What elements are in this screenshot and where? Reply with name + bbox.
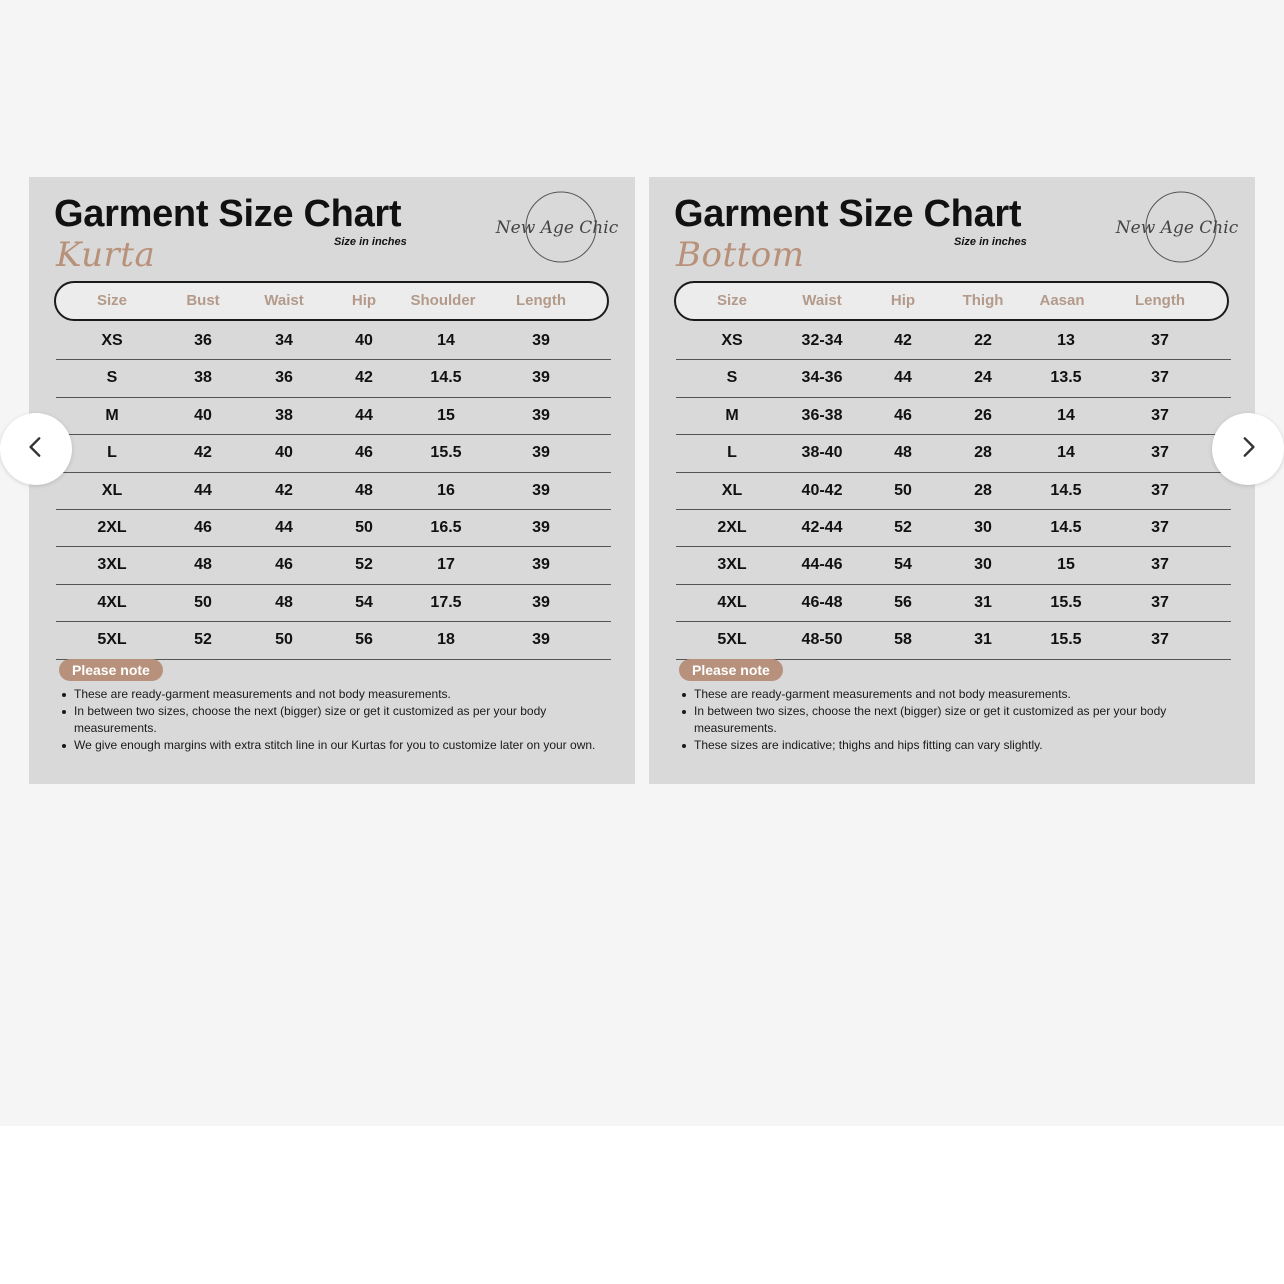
measurement-cell: 32-34 [801,332,843,349]
table-row [56,473,611,510]
note-item: In between two sizes, choose the next (bigger) size or get it customized as per your body measurements. [74,703,629,737]
measurement-cell: 16 [437,481,455,499]
measurement-cell: 38 [275,406,293,424]
table-row [676,360,1231,397]
measurement-cell: 31 [974,631,992,649]
measurement-cell: 42 [275,481,293,499]
measurement-cell: 40 [194,406,212,424]
measurement-cell: 44 [194,481,212,499]
chart-title: Garment Size Chart [674,193,1022,235]
measurement-cell: 42 [355,369,373,387]
size-label-cell: XS [721,332,743,349]
table-row [56,585,611,622]
table-row [676,473,1231,510]
size-table-body [676,323,1231,660]
table-header [674,281,1229,321]
table-row [676,323,1231,360]
measurement-cell: 15.5 [430,444,462,462]
size-label-cell: XS [101,332,123,349]
measurement-cell: 31 [974,593,992,611]
measurement-cell: 44-46 [801,556,843,574]
measurement-cell: 44 [355,406,373,424]
chart-category: Kurta [56,235,156,275]
table-row [56,435,611,472]
notes-list [59,686,629,754]
measurement-cell: 36 [275,369,293,387]
carousel-next-button[interactable] [1212,413,1284,485]
column-header: Size [96,292,128,309]
measurement-cell: 54 [355,593,373,611]
measurement-cell: 48 [355,481,373,499]
size-label-cell: S [106,369,118,387]
measurement-cell: 52 [355,556,373,574]
measurement-cell: 28 [974,481,992,499]
measurement-cell: 14 [437,332,455,349]
chart-subtitle: Size in inches [334,236,407,248]
note-item: These are ready-garment measurements and not body measurements. [74,686,629,703]
measurement-cell: 46 [894,406,912,424]
column-header: Size [716,292,748,309]
measurement-cell: 38-40 [801,444,843,462]
measurement-cell: 39 [532,631,550,649]
measurement-cell: 39 [532,444,550,462]
measurement-cell: 15.5 [1050,631,1082,649]
measurement-cell: 48 [275,593,293,611]
table-row [56,622,611,659]
measurement-cell: 37 [1151,593,1169,611]
measurement-cell: 15.5 [1050,593,1082,611]
measurement-cell: 50 [194,593,212,611]
size-label-cell: L [727,444,737,462]
measurement-cell: 16.5 [430,518,462,536]
column-header: Hip [351,292,377,309]
measurement-cell: 14.5 [1050,518,1082,536]
column-header: Hip [890,292,916,309]
measurement-cell: 48-50 [801,631,843,649]
measurement-cell: 50 [894,481,912,499]
measurement-cell: 46 [275,556,293,574]
please-note-badge: Please note [59,659,163,681]
measurement-cell: 37 [1151,406,1169,424]
size-label-cell: 2XL [717,518,747,536]
size-label-cell: XL [101,481,123,499]
chevron-left-icon [23,434,49,465]
measurement-cell: 58 [894,631,912,649]
notes-list [679,686,1249,754]
measurement-cell: 28 [974,444,992,462]
measurement-cell: 13.5 [1050,369,1082,387]
measurement-cell: 54 [894,556,912,574]
size-label-cell: M [725,406,739,424]
measurement-cell: 40-42 [801,481,843,499]
column-header: Aasan [1039,292,1085,309]
note-item: We give enough margins with extra stitch line in our Kurtas for you to customize later on your own. [74,737,629,754]
measurement-cell: 37 [1151,369,1169,387]
measurement-cell: 26 [974,406,992,424]
measurement-cell: 36 [194,332,212,349]
measurement-cell: 18 [437,631,455,649]
measurement-cell: 48 [894,444,912,462]
chart-title: Garment Size Chart [54,193,402,235]
table-row [676,435,1231,472]
note-item: In between two sizes, choose the next (bigger) size or get it customized as per your body measurements. [694,703,1249,737]
measurement-cell: 50 [275,631,293,649]
measurement-cell: 40 [275,444,293,462]
measurement-cell: 14.5 [430,369,462,387]
measurement-cell: 39 [532,518,550,536]
measurement-cell: 39 [532,369,550,387]
measurement-cell: 52 [194,631,212,649]
size-label-cell: M [105,406,119,424]
measurement-cell: 15 [437,406,455,424]
column-header: Waist [264,292,304,309]
column-header: Waist [802,292,842,309]
measurement-cell: 13 [1057,332,1075,349]
measurement-cell: 24 [974,369,992,387]
measurement-cell: 38 [194,369,212,387]
table-row [676,622,1231,659]
please-note-badge: Please note [679,659,783,681]
table-row [56,360,611,397]
size-table-body [56,323,611,660]
size-chart-bottom [649,177,1255,784]
size-chart-kurta [29,177,635,784]
column-header: Bust [186,292,220,309]
measurement-cell: 42 [894,332,912,349]
measurement-cell: 30 [974,518,992,536]
measurement-cell: 37 [1151,631,1169,649]
logo-text: New Age Chic [495,218,619,238]
measurement-cell: 42 [194,444,212,462]
table-row [676,547,1231,584]
measurement-cell: 15 [1057,556,1075,574]
measurement-cell: 37 [1151,444,1169,462]
measurement-cell: 46-48 [801,593,843,611]
measurement-cell: 17.5 [430,593,462,611]
table-row [676,510,1231,547]
measurement-cell: 37 [1151,332,1169,349]
measurement-cell: 44 [894,369,912,387]
note-item: These sizes are indicative; thighs and hips fitting can vary slightly. [694,737,1249,754]
size-label-cell: 5XL [717,631,747,649]
measurement-cell: 14 [1057,406,1075,424]
measurement-cell: 56 [894,593,912,611]
measurement-cell: 14 [1057,444,1075,462]
table-row [56,510,611,547]
measurement-cell: 44 [275,518,293,536]
chevron-right-icon [1235,434,1261,465]
column-header: Length [516,292,566,309]
chart-subtitle: Size in inches [954,236,1027,248]
table-row [56,323,611,360]
measurement-cell: 34 [275,332,293,349]
measurement-cell: 39 [532,556,550,574]
size-label-cell: XL [721,481,743,499]
measurement-cell: 30 [974,556,992,574]
measurement-cell: 36-38 [801,406,843,424]
measurement-cell: 37 [1151,481,1169,499]
measurement-cell: 14.5 [1050,481,1082,499]
measurement-cell: 56 [355,631,373,649]
measurement-cell: 39 [532,481,550,499]
measurement-cell: 46 [194,518,212,536]
size-label-cell: 4XL [97,593,127,611]
column-header: Thigh [962,292,1004,309]
measurement-cell: 42-44 [801,518,843,536]
size-label-cell: 5XL [97,631,127,649]
size-label-cell: L [107,444,117,462]
measurement-cell: 22 [974,332,992,349]
measurement-cell: 39 [532,593,550,611]
size-label-cell: 4XL [717,593,747,611]
size-label-cell: 3XL [717,556,747,574]
measurement-cell: 46 [355,444,373,462]
table-row [56,398,611,435]
table-header [54,281,609,321]
table-row [676,585,1231,622]
column-header: Length [1135,292,1185,309]
column-header: Shoulder [410,292,476,309]
measurement-cell: 39 [532,332,550,349]
measurement-cell: 50 [355,518,373,536]
carousel-prev-button[interactable] [0,413,72,485]
size-label-cell: S [726,369,738,387]
measurement-cell: 40 [355,332,373,349]
measurement-cell: 34-36 [801,369,843,387]
size-label-cell: 2XL [97,518,127,536]
measurement-cell: 17 [437,556,455,574]
measurement-cell: 52 [894,518,912,536]
measurement-cell: 37 [1151,556,1169,574]
size-label-cell: 3XL [97,556,127,574]
chart-category: Bottom [676,235,805,275]
brand-logo [1113,189,1241,265]
logo-text: New Age Chic [1115,218,1239,238]
measurement-cell: 37 [1151,518,1169,536]
brand-logo [493,189,621,265]
table-row [56,547,611,584]
table-row [676,398,1231,435]
measurement-cell: 48 [194,556,212,574]
note-item: These are ready-garment measurements and not body measurements. [694,686,1249,703]
measurement-cell: 39 [532,406,550,424]
